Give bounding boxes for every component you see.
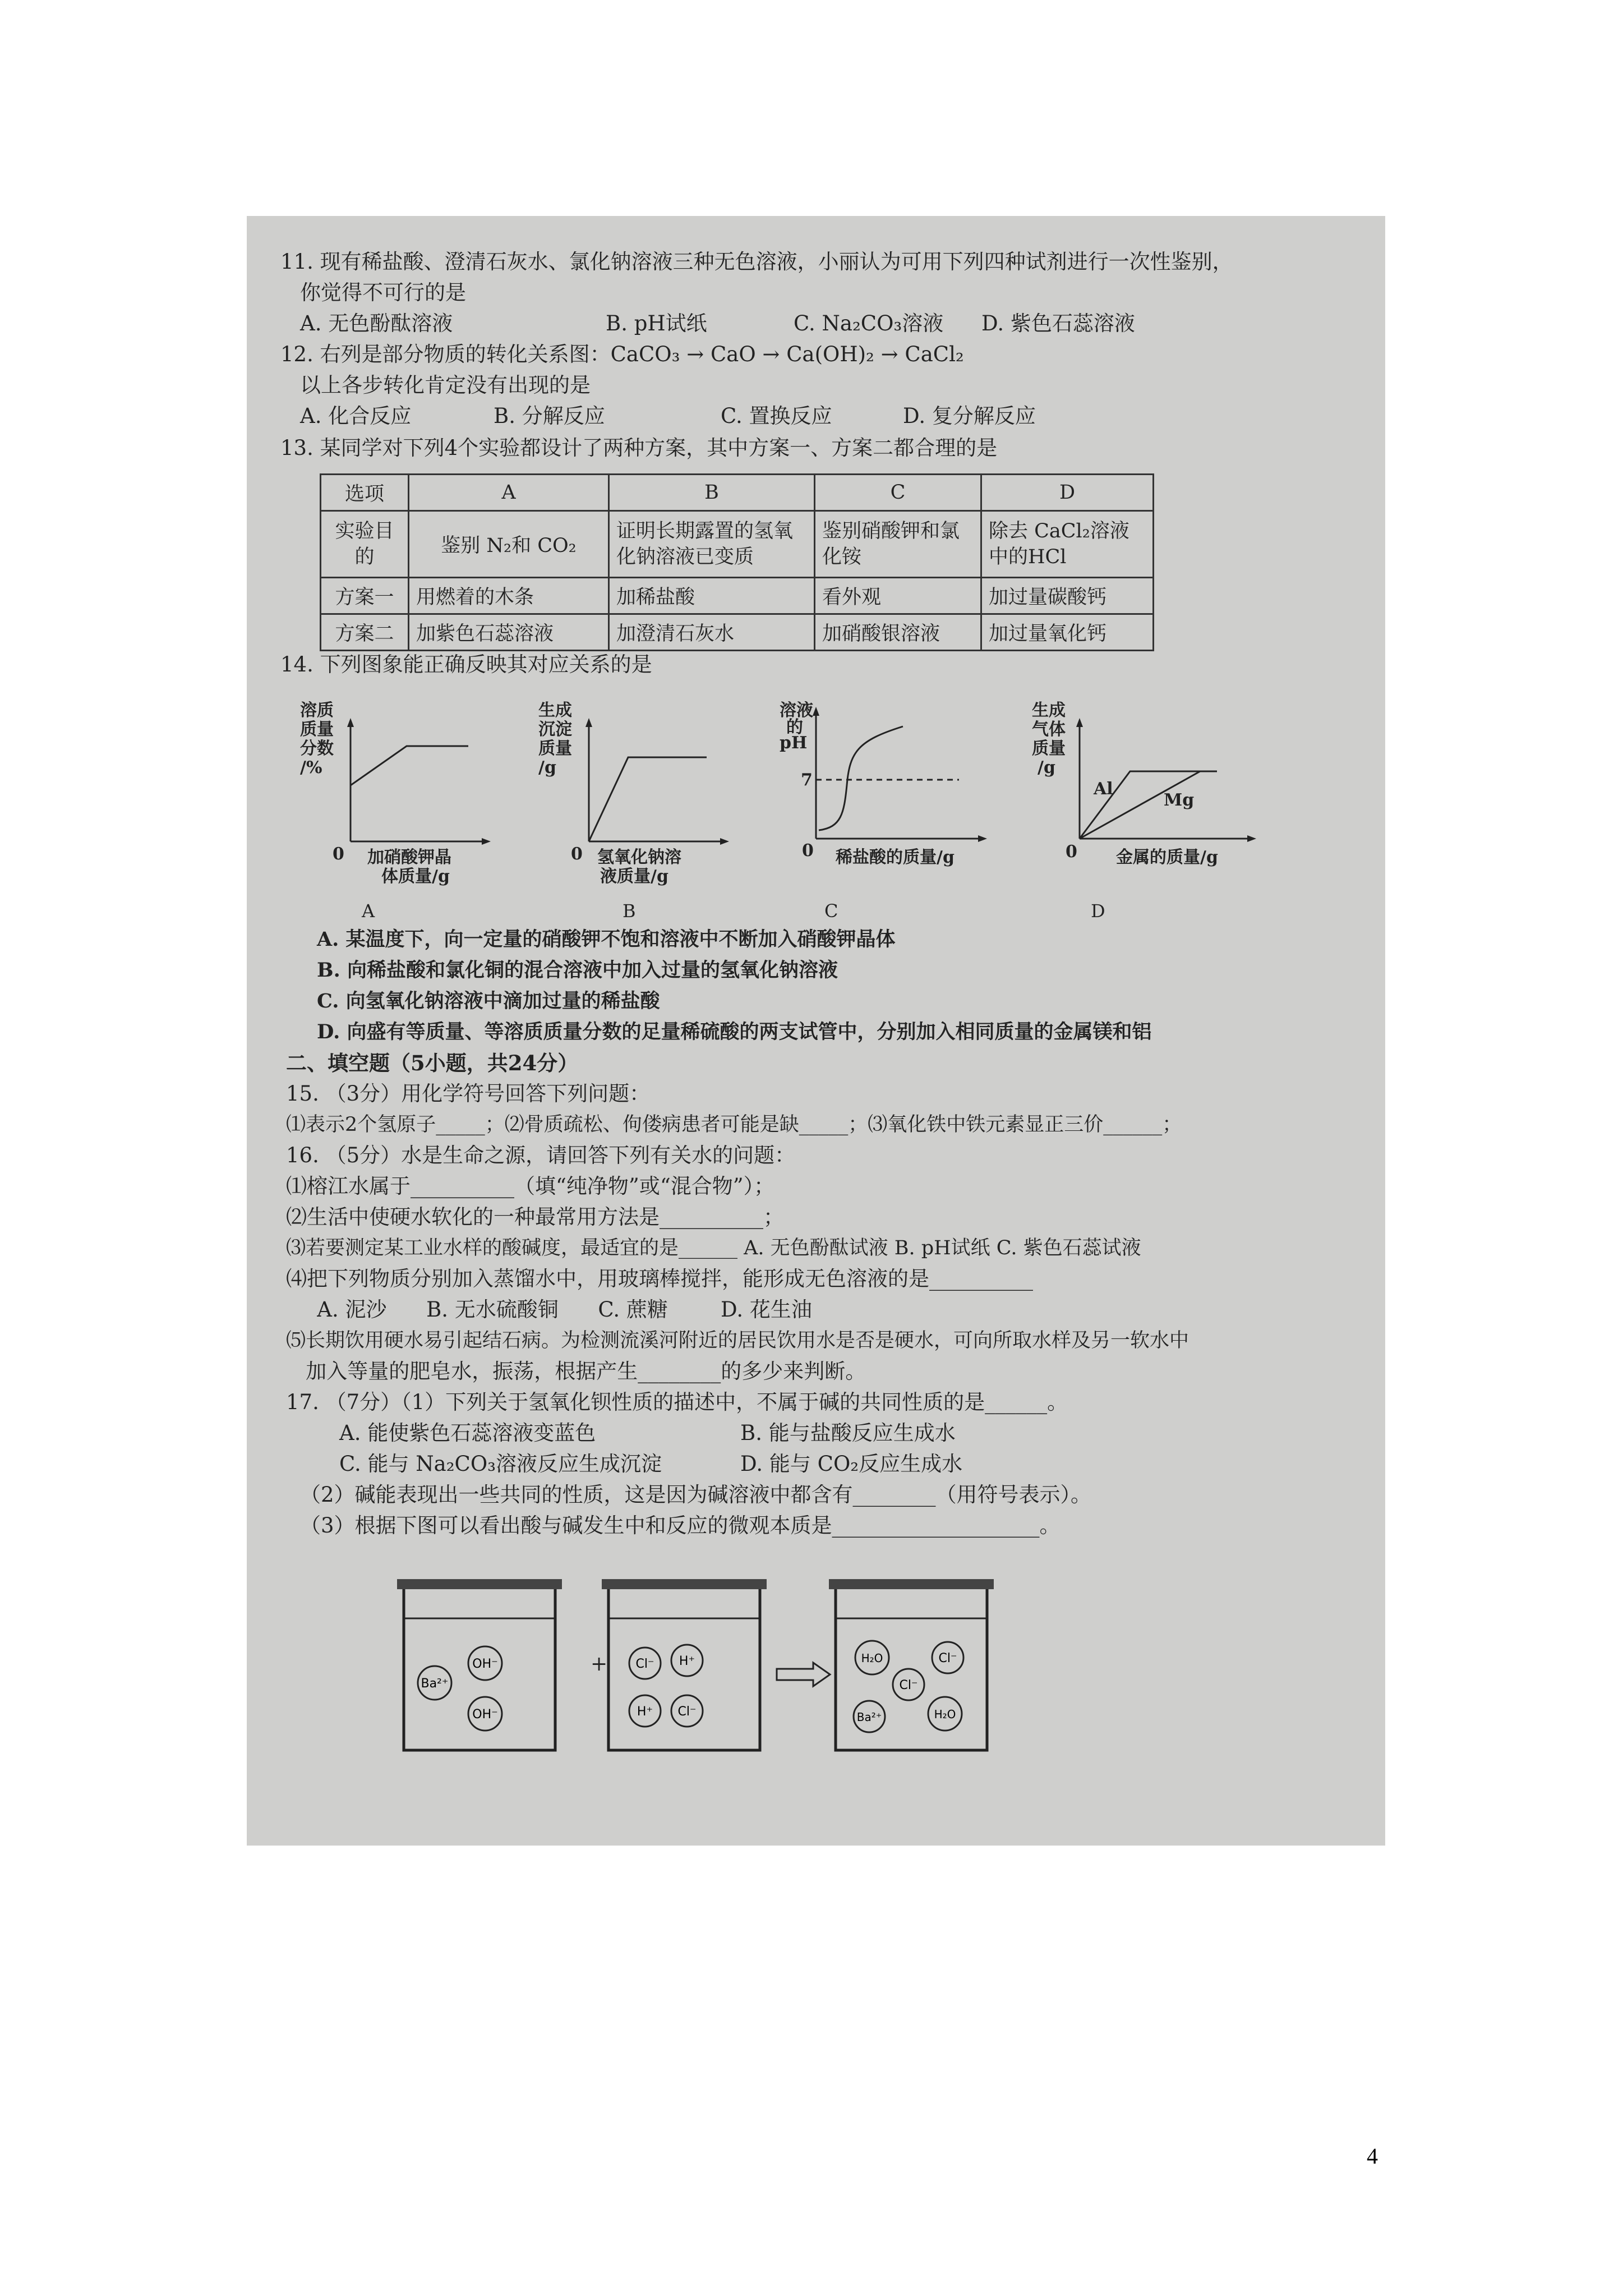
graph-d bbox=[1032, 701, 1279, 886]
page-number: 4 bbox=[1367, 2143, 1378, 2169]
graph-d-xlabel: 金属的质量/g bbox=[1116, 848, 1218, 867]
table-cell: 方案二 bbox=[321, 614, 409, 651]
beaker-3-lid bbox=[829, 1579, 994, 1589]
graph-b-curve bbox=[589, 757, 707, 841]
graph-d-letter: D bbox=[1091, 900, 1105, 922]
q11-option-d: D. 紫色石蕊溶液 bbox=[981, 311, 1135, 335]
q16-line-6: ⑸长期饮用硬水易引起结石病。为检测流溪河附近的居民饮用水是否是硬水，可向所取水样及另一软水中 bbox=[286, 1329, 1189, 1352]
q11-stem-line1: 11. 现有稀盐酸、澄清石灰水、氯化钠溶液三种无色溶液，小丽认为可用下列四种试剂进行一次性鉴别， bbox=[280, 250, 1233, 274]
table-cell: 加硝酸银溶液 bbox=[815, 614, 981, 651]
graph-d-series-al: Al bbox=[1094, 779, 1113, 799]
graph-a-ylabel-2: 质量 bbox=[300, 720, 334, 739]
graph-b-origin: 0 bbox=[571, 844, 583, 864]
table-header-cell: B bbox=[609, 475, 815, 511]
q12-stem-line2: 以上各步转化肯定没有出现的是 bbox=[300, 373, 591, 397]
q15-line: ⑴表示2个氢原子_____；⑵骨质疏松、佝偻病患者可能是缺_____；⑶氧化铁中铁元素显正三价______； bbox=[286, 1114, 1182, 1136]
table-cell: 方案一 bbox=[321, 578, 409, 614]
beaker-3-particle: H₂O bbox=[861, 1651, 883, 1665]
beaker-1-ion: OH⁻ bbox=[472, 1657, 498, 1671]
beaker-3-particle: Cl⁻ bbox=[899, 1678, 918, 1692]
graph-b-letter: B bbox=[623, 900, 636, 922]
scanned-exam-photo bbox=[247, 216, 1385, 1846]
table-row bbox=[321, 578, 1154, 614]
graph-a-origin: 0 bbox=[333, 844, 344, 864]
graph-c-curve bbox=[819, 726, 903, 830]
graph-a-curve bbox=[351, 746, 468, 785]
q16-line-7: 加入等量的肥皂水，振荡，根据产生________的多少来判断。 bbox=[286, 1359, 866, 1383]
q17-option-b: B. 能与盐酸反应生成水 bbox=[740, 1421, 956, 1445]
table-row bbox=[321, 614, 1154, 651]
beaker-3 bbox=[824, 1579, 998, 1759]
q12-option-b: B. 分解反应 bbox=[494, 404, 605, 428]
beaker-1-ion: Ba²⁺ bbox=[421, 1677, 449, 1691]
q12-option-a: A. 化合反应 bbox=[300, 404, 412, 428]
q16-line-5: A. 泥沙 B. 无水硫酸铜 C. 蔗糖 D. 花生油 bbox=[297, 1297, 812, 1322]
q14-option-b: B. 向稀盐酸和氯化铜的混合溶液中加入过量的氢氧化钠溶液 bbox=[317, 959, 838, 982]
graph-b-ylabel-3: 质量 bbox=[538, 739, 572, 758]
table-header-cell: C bbox=[815, 475, 981, 511]
table-cell: 鉴别硝酸钾和氯化铵 bbox=[815, 511, 981, 578]
graph-c-ylabel-3: pH bbox=[780, 733, 808, 753]
graph-c bbox=[774, 701, 1009, 886]
q17-stem: 17. （7分）（1）下列关于氢氧化钡性质的描述中，不属于碱的共同性质的是______。 bbox=[286, 1390, 1068, 1414]
graph-b-ylabel-2: 沉淀 bbox=[538, 720, 572, 739]
graph-a-xlabel-2: 体质量/g bbox=[381, 867, 450, 886]
beaker-2-ion: Cl⁻ bbox=[635, 1657, 654, 1671]
q11-option-b: B. pH试纸 bbox=[606, 311, 707, 335]
graph-c-origin: 0 bbox=[802, 841, 814, 861]
q13-table bbox=[320, 473, 1154, 651]
table-header-row bbox=[321, 475, 1154, 511]
graph-d-series-mg: Mg bbox=[1164, 790, 1195, 810]
q16-line-2: ⑵生活中使硬水软化的一种最常用方法是__________； bbox=[286, 1205, 784, 1229]
graph-b-ylabel-4: /g bbox=[538, 758, 556, 777]
beaker-3-particle: H₂O bbox=[934, 1708, 956, 1721]
table-cell: 加澄清石灰水 bbox=[609, 614, 815, 651]
graph-a-letter: A bbox=[362, 900, 375, 922]
q17-option-c: C. 能与 Na₂CO₃溶液反应生成沉淀 bbox=[339, 1452, 662, 1476]
table-cell: 看外观 bbox=[815, 578, 981, 614]
table-cell: 加稀盐酸 bbox=[609, 578, 815, 614]
q15-stem: 15. （3分）用化学符号回答下列问题： bbox=[286, 1082, 651, 1106]
q16-line-3: ⑶若要测定某工业水样的酸碱度，最适宜的是______ A. 无色酚酞试液 B. pH试纸 C. 紫色石蕊试液 bbox=[286, 1237, 1141, 1259]
q14-option-c: C. 向氢氧化钠溶液中滴加过量的稀盐酸 bbox=[317, 990, 660, 1013]
q12-option-d: D. 复分解反应 bbox=[903, 404, 1036, 428]
table-cell: 鉴别 N₂和 CO₂ bbox=[409, 511, 609, 578]
q14-stem: 14. 下列图象能正确反映其对应关系的是 bbox=[280, 652, 652, 677]
graph-d-origin: 0 bbox=[1066, 842, 1077, 862]
q14-option-d: D. 向盛有等质量、等溶质质量分数的足量稀硫酸的两支试管中，分别加入相同质量的金属镁和铝 bbox=[317, 1020, 1152, 1043]
table-cell: 除去 CaCl₂溶液中的HCl bbox=[981, 511, 1154, 578]
graph-b-xlabel-2: 液质量/g bbox=[600, 867, 668, 886]
beaker-3-particle: Cl⁻ bbox=[938, 1651, 957, 1665]
q12-stem-line1: 12. 右列是部分物质的转化关系图：CaCO₃ → CaO → Ca(OH)₂ → CaCl₂ bbox=[280, 342, 964, 366]
diagram-plus: + bbox=[591, 1653, 608, 1676]
q16-line-4: ⑷把下列物质分别加入蒸馏水中，用玻璃棒搅拌，能形成无色溶液的是__________ bbox=[286, 1267, 1033, 1291]
table-header-cell: A bbox=[409, 475, 609, 511]
beaker-2 bbox=[597, 1579, 771, 1759]
beaker-2-ion: Cl⁻ bbox=[677, 1705, 697, 1719]
table-row bbox=[321, 511, 1154, 578]
graph-c-tick-7: 7 bbox=[801, 770, 813, 790]
graph-c-ylabel-1: 溶液 bbox=[780, 701, 813, 720]
table-cell: 实验目的 bbox=[321, 511, 409, 578]
graph-a-ylabel-4: /% bbox=[300, 758, 322, 777]
graph-c-ylabel-2: 的 bbox=[786, 717, 803, 737]
graph-b bbox=[538, 701, 751, 886]
table-header-cell: 选项 bbox=[321, 475, 409, 511]
q17-part2: （2）碱能表现出一些共同的性质，这是因为碱溶液中都含有________（用符号表示）。 bbox=[300, 1483, 1092, 1507]
graph-c-xlabel: 稀盐酸的质量/g bbox=[836, 848, 955, 867]
graph-d-ylabel-1: 生成 bbox=[1032, 701, 1066, 720]
graph-b-ylabel-1: 生成 bbox=[538, 701, 572, 720]
q12-option-c: C. 置换反应 bbox=[721, 404, 832, 428]
graph-a bbox=[300, 701, 513, 886]
beaker-1-lid bbox=[397, 1579, 562, 1589]
q16-line-1: ⑴榕江水属于__________（填“纯净物”或“混合物”）； bbox=[286, 1174, 775, 1198]
graph-b-xlabel-1: 氢氧化钠溶 bbox=[597, 848, 681, 867]
q17-part3: （3）根据下图可以看出酸与碱发生中和反应的微观本质是____________________。 bbox=[300, 1513, 1061, 1538]
beaker-2-lid bbox=[602, 1579, 767, 1589]
q13-stem: 13. 某同学对下列4个实验都设计了两种方案，其中方案一、方案二都合理的是 bbox=[280, 436, 998, 460]
graph-d-ylabel-3: 质量 bbox=[1032, 739, 1066, 758]
beaker-1-ion: OH⁻ bbox=[472, 1708, 498, 1722]
q14-option-a: A. 某温度下，向一定量的硝酸钾不饱和溶液中不断加入硝酸钾晶体 bbox=[317, 928, 896, 951]
table-cell: 证明长期露置的氢氧化钠溶液已变质 bbox=[609, 511, 815, 578]
graph-d-ylabel-2: 气体 bbox=[1032, 720, 1066, 739]
beaker-1 bbox=[393, 1579, 566, 1759]
beaker-2-ion: H⁺ bbox=[679, 1654, 695, 1668]
q17-option-d: D. 能与 CO₂反应生成水 bbox=[740, 1452, 963, 1476]
graph-c-letter: C bbox=[824, 900, 838, 922]
q17-option-a: A. 能使紫色石蕊溶液变蓝色 bbox=[339, 1421, 596, 1445]
table-cell: 加紫色石蕊溶液 bbox=[409, 614, 609, 651]
graph-a-ylabel-3: 分数 bbox=[300, 739, 334, 758]
q11-option-a: A. 无色酚酞溶液 bbox=[300, 311, 453, 335]
q11-option-c: C. Na₂CO₃溶液 bbox=[794, 311, 944, 335]
q16-stem: 16. （5分）水是生命之源，请回答下列有关水的问题： bbox=[286, 1143, 796, 1167]
beaker-3-particle: Ba²⁺ bbox=[856, 1710, 882, 1724]
table-cell: 加过量碳酸钙 bbox=[981, 578, 1154, 614]
section-2-heading: 二、填空题（5小题，共24分） bbox=[286, 1051, 579, 1075]
graph-d-ylabel-4: /g bbox=[1038, 758, 1055, 777]
q11-stem-line2: 你觉得不可行的是 bbox=[300, 280, 466, 305]
table-cell: 用燃着的木条 bbox=[409, 578, 609, 614]
table-cell: 加过量氧化钙 bbox=[981, 614, 1154, 651]
graph-a-ylabel-1: 溶质 bbox=[300, 701, 334, 720]
beaker-2-ion: H⁺ bbox=[637, 1705, 653, 1719]
table-header-cell: D bbox=[981, 475, 1154, 511]
graph-a-xlabel-1: 加硝酸钾晶 bbox=[367, 848, 451, 867]
